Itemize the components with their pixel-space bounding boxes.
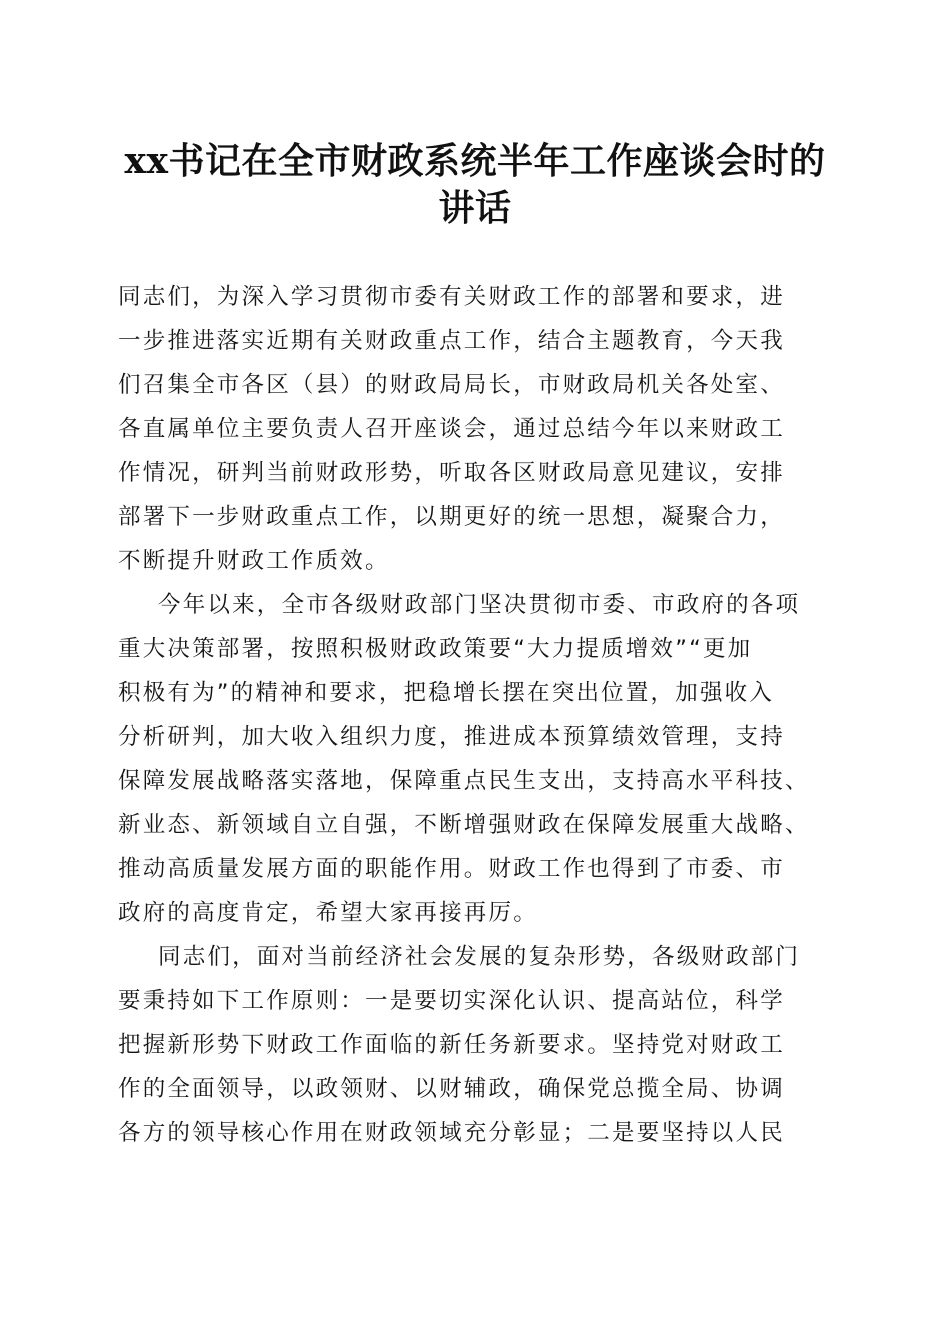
text-line: 重大决策部署，按照积极财政政策要“大力提质增效”“更加 xyxy=(118,636,753,662)
paragraph-1 xyxy=(118,275,848,583)
text-line: 一步推进落实近期有关财政重点工作，结合主题教育，今天我 xyxy=(118,328,785,354)
text-line: 不断提升财政工作质效。 xyxy=(118,548,390,574)
text-line: 各直属单位主要负责人召开座谈会，通过总结今年以来财政工 xyxy=(118,416,785,442)
text-line: 要秉持如下工作原则：一是要切实深化认识、提高站位，科学 xyxy=(118,988,785,1014)
text-line: 把握新形势下财政工作面临的新任务新要求。坚持党对财政工 xyxy=(118,1032,785,1058)
text-line: 部署下一步财政重点工作，以期更好的统一思想，凝聚合力， xyxy=(118,504,785,530)
text-line: 们召集全市各区（县）的财政局局长，市财政局机关各处室、 xyxy=(118,372,785,398)
text-line: 新业态、新领域自立自强，不断增强财政在保障发展重大战略、 xyxy=(118,812,810,838)
text-line: 积极有为”的精神和要求，把稳增长摆在突出位置，加强收入 xyxy=(118,680,775,706)
paragraph-2 xyxy=(118,583,848,935)
text-line: 作的全面领导，以政领财、以财辅政，确保党总揽全局、协调 xyxy=(118,1076,785,1102)
text-line: 今年以来，全市各级财政部门坚决贯彻市委、市政府的各项 xyxy=(158,592,801,618)
text-line: 作情况，研判当前财政形势，听取各区财政局意见建议，安排 xyxy=(118,460,785,486)
text-line: 分析研判，加大收入组织力度，推进成本预算绩效管理，支持 xyxy=(118,724,785,750)
title-line-2: 讲话 xyxy=(438,187,512,229)
document-body xyxy=(118,275,848,1155)
title-line-1: xx书记在全市财政系统半年工作座谈会时的 xyxy=(124,140,826,182)
text-line: 政府的高度肯定，希望大家再接再厉。 xyxy=(118,900,538,926)
text-line: 同志们，面对当前经济社会发展的复杂形势，各级财政部门 xyxy=(158,944,801,970)
text-line: 推动高质量发展方面的职能作用。财政工作也得到了市委、市 xyxy=(118,856,785,882)
text-line: 同志们，为深入学习贯彻市委有关财政工作的部署和要求，进 xyxy=(118,284,785,310)
paragraph-3 xyxy=(118,935,848,1155)
text-line: 各方的领导核心作用在财政领域充分彰显；二是要坚持以人民 xyxy=(118,1120,785,1146)
text-line: 保障发展战略落实落地，保障重点民生支出，支持高水平科技、 xyxy=(118,768,810,794)
document-title xyxy=(100,138,850,232)
